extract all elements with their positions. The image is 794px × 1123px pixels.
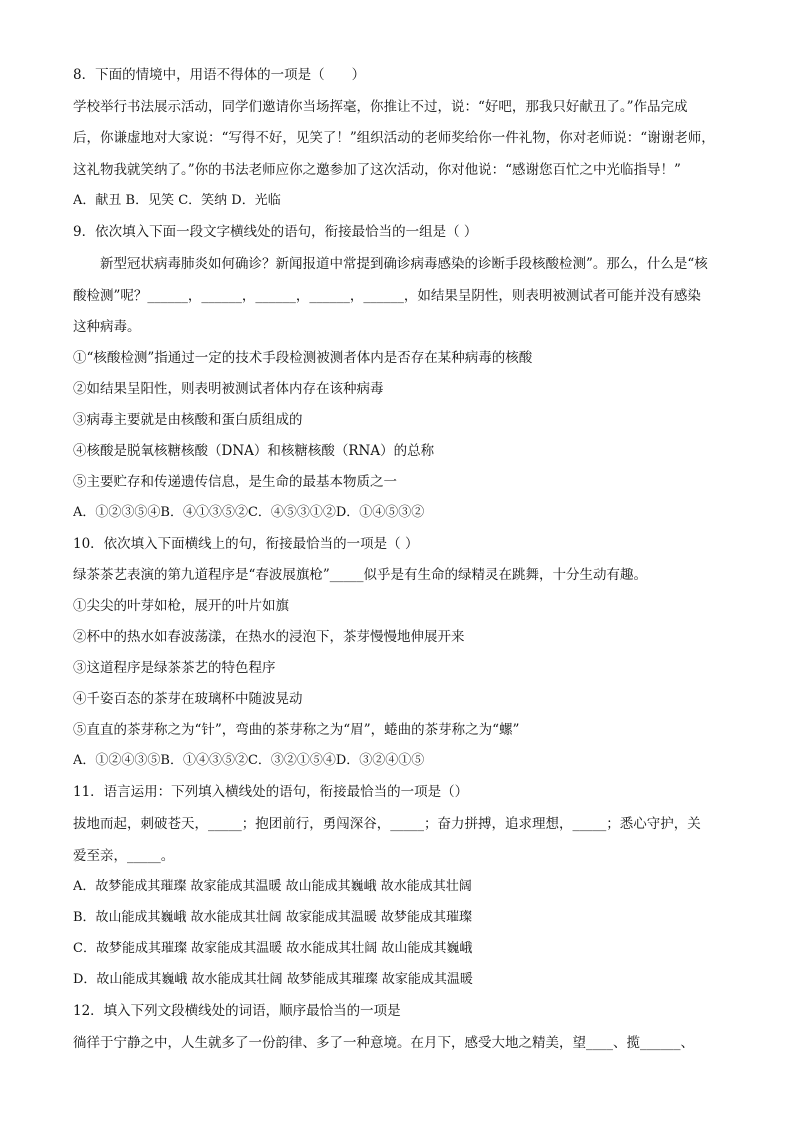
question-12-stem: 12．填入下列文段横线处的词语，顺序最恰当的一项是	[73, 1003, 401, 1019]
question-11-option-d: D．故山能成其巍峨 故水能成其壮阔 故梦能成其璀璨 故家能成其温暖	[73, 972, 473, 987]
question-9-options: A．①②③⑤④B．④①③⑤②C．④⑤③①②D．①④⑤③②	[73, 505, 425, 520]
question-9-sentence-4: ④核酸是脱氧核糖核酸（DNA）和核糖核酸（RNA）的总称	[73, 443, 435, 459]
question-9-sentence-3: ③病毒主要就是由核酸和蛋白质组成的	[73, 412, 303, 428]
question-8-stem: 8．下面的情境中，用语不得体的一项是（ ）	[73, 67, 366, 83]
question-10-sentence-5: ⑤直直的茶芽称之为“针”，弯曲的茶芽称之为“眉”，蜷曲的茶芽称之为“螺”	[73, 722, 520, 738]
question-11-option-a: A．故梦能成其璀璨 故家能成其温暖 故山能成其巍峨 故水能成其壮阔	[73, 879, 472, 894]
question-9-sentence-2: ②如结果呈阳性，则表明被测试者体内存在该种病毒	[73, 381, 384, 397]
question-10-sentence-4: ④千姿百态的茶芽在玻璃杯中随波晃动	[73, 691, 303, 707]
question-8-passage-line-3: 这礼物我就笑纳了。”你的书法老师应你之邀参加了这次活动，你对他说：“感谢您百忙之中光临指导！”	[73, 162, 681, 178]
question-10-sentence-3: ③这道程序是绿茶茶艺的特色程序	[73, 660, 276, 676]
question-10-passage: 绿茶茶艺表演的第九道程序是“春波展旗枪”_____似乎是有生命的绿精灵在跳舞，十分生动有趣。	[73, 567, 648, 583]
question-11-passage-line-1: 拔地而起，刺破苍天，_____；抱团前行，勇闯深谷，_____；奋力拼搏，追求理想，_____；悉心守护，关	[73, 816, 701, 832]
question-10-sentence-1: ①尖尖的叶芽如枪，展开的叶片如旗	[73, 598, 289, 614]
question-10-stem: 10．依次填入下面横线上的句，衔接最恰当的一项是（ ）	[73, 536, 419, 552]
question-9-passage-line-3: 这种病毒。	[73, 319, 141, 335]
question-10-options: A．①②④③⑤B．①④③⑤②C．③②①⑤④D．③②④①⑤	[73, 753, 425, 768]
question-9-stem: 9．依次填入下面一段文字横线处的语句，衔接最恰当的一组是（ ）	[73, 224, 478, 240]
question-11-option-b: B．故山能成其巍峨 故水能成其壮阔 故家能成其温暖 故梦能成其璀璨	[73, 910, 472, 925]
question-8-passage-line-2: 后，你谦虚地对大家说：“写得不好，见笑了！”组织活动的老师奖给你一件礼物，你对老师说：“谢谢老师，	[73, 130, 715, 146]
question-9-sentence-1: ①“核酸检测”指通过一定的技术手段检测被测者体内是否存在某种病毒的核酸	[73, 350, 533, 366]
question-11-stem: 11．语言运用：下列填入横线处的语句，衔接最恰当的一项是（）	[73, 784, 469, 800]
question-11-passage-line-2: 爱至亲，_____。	[73, 848, 175, 864]
question-10-sentence-2: ②杯中的热水如春波荡漾，在热水的浸泡下，茶芽慢慢地伸展开来	[73, 629, 465, 645]
question-9-passage-line-1: 新型冠状病毒肺炎如何确诊？新闻报道中常提到确诊病毒感染的诊断手段核酸检测”。那么，什么是“核	[100, 256, 708, 272]
question-8-options: A．献丑 B．见笑 C．笑纳 D．光临	[73, 193, 281, 208]
question-9-passage-line-2: 酸检测”呢？______，______，______，______，______，如结果呈阴性，则表明被测试者可能并没有感染	[73, 288, 701, 304]
question-11-option-c: C．故梦能成其璀璨 故家能成其温暖 故水能成其壮阔 故山能成其巍峨	[73, 941, 473, 956]
question-9-sentence-5: ⑤主要贮存和传递遗传信息，是生命的最基本物质之一	[73, 474, 397, 490]
question-12-passage-line-1: 徜徉于宁静之中，人生就多了一份韵律、多了一种意境。在月下，感受大地之精美，望____、揽______、	[73, 1035, 694, 1051]
question-8-passage-line-1: 学校举行书法展示活动，同学们邀请你当场挥毫，你推让不过，说：“好吧，那我只好献丑了。”作品完成	[73, 99, 688, 115]
